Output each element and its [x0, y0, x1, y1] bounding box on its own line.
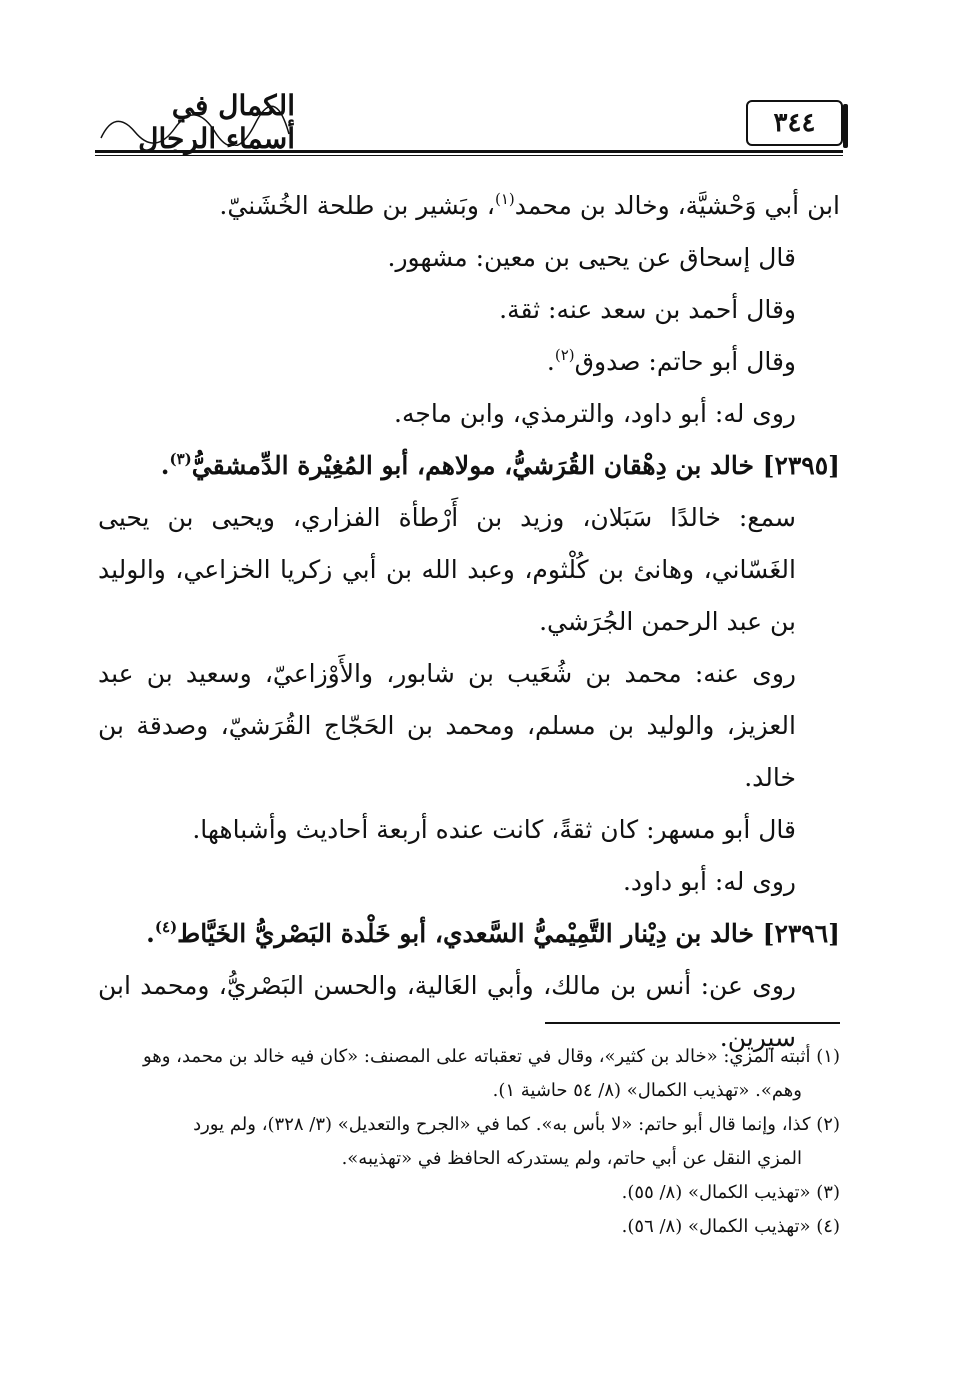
text-span: ابن أبي وَحْشيَّة، وخالد بن محمد — [514, 191, 840, 220]
footnote: (٣) «تهذيب الكمال» (٨/ ٥٥). — [621, 1182, 840, 1203]
footnotes — [98, 1040, 840, 1244]
text-line: وقال أحمد بن سعد عنه: ثقة. — [499, 295, 796, 324]
text-line — [98, 180, 840, 232]
header-rule — [95, 150, 843, 153]
entry-heading — [98, 908, 840, 960]
footnote: (٤) «تهذيب الكمال» (٨/ ٥٦). — [621, 1216, 840, 1237]
paragraph: سمع: خالدًا سَبَلان، وزيد بن أَرْطأة الفزاري، ويحيى بن يحيى الغَسّاني، وهانئ بن كُلْثوم، وعبد الله بن أبي زكريا الخزاعي، والوليد بن عبد الرحمن الجُرَشي. — [98, 503, 796, 636]
main-text — [98, 180, 840, 1064]
text-line: روى له: أبو داود، والترمذي، وابن ماجه. — [394, 399, 796, 428]
footnote-ref: (٣) — [169, 450, 192, 468]
paragraph: روى عنه: محمد بن شُعَيب بن شابور، والأَوْزاعيّ، وسعيد بن عبد العزيز، والوليد بن مسلم، ومحمد بن الحَجّاج القُرَشيّ، وصدقة بن خالد. — [98, 659, 796, 792]
text-span: وقال أبو حاتم: صدوق — [574, 347, 796, 376]
book-title-calligraphy — [95, 89, 295, 155]
calligraphy-flourish-icon — [95, 98, 295, 146]
entry-title: [٢٣٩٥] خالد بن دِهْقان القُرَشيُّ، مولاهم، أبو المُغِيْرة الدِّمشقيُّ — [191, 451, 840, 480]
footnote: (٢) كذا، وإنما قال أبو حاتم: «لا بأس به». كما في «الجرح والتعديل» (٣/ ٣٢٨)، ولم يورد — [193, 1114, 840, 1135]
footnote: (١) أثبته المزي: «خالد بن كثير»، وقال في تعقباته على المصنف: «كان فيه خالد بن محمد، وهو — [142, 1046, 840, 1067]
text-line: قال إسحاق عن يحيى بن معين: مشهور. — [387, 243, 796, 272]
footnote-continuation: المزي النقل عن أبي حاتم، ولم يستدركه الحافظ في «تهذيبه». — [341, 1148, 802, 1169]
text-span: . — [146, 919, 155, 948]
footnote-continuation: وهم». «تهذيب الكمال» (٨/ ٥٤ حاشية ١). — [492, 1080, 802, 1101]
paragraph: قال أبو مسهر: كان ثقةً، كانت عنده أربعة أحاديث وأشباهها. — [192, 815, 796, 844]
page-number: ٣٤٤ — [746, 100, 843, 146]
text-span: . — [160, 451, 170, 480]
paragraph: روى له: أبو داود. — [622, 867, 796, 896]
footnote-ref: (٢) — [554, 346, 575, 364]
header-rule-thin — [95, 155, 843, 156]
book-title: الكمال في أسماء الرجال — [138, 89, 295, 155]
text-line — [98, 336, 840, 388]
footnote-separator — [545, 1022, 840, 1024]
entry-heading — [98, 440, 840, 492]
entry-title: [٢٣٩٦] خالد بن دِيْنار التَّمِيْميُّ السَّعدي، أبو خَلْدة البَصْريُّ الخَيَّاط — [177, 919, 840, 948]
text-span: ، وبَشير بن طلحة الخُشَنيّ. — [219, 191, 495, 220]
paragraph: روى عن: أنس بن مالك، وأبي العَالية، والحسن البَصْريُّ، ومحمد ابن سيرين. — [98, 971, 796, 1052]
page-header — [95, 89, 843, 155]
footnote-ref: (٤) — [154, 918, 178, 936]
footnote-ref: (١) — [494, 190, 515, 208]
text-span: . — [546, 347, 555, 376]
